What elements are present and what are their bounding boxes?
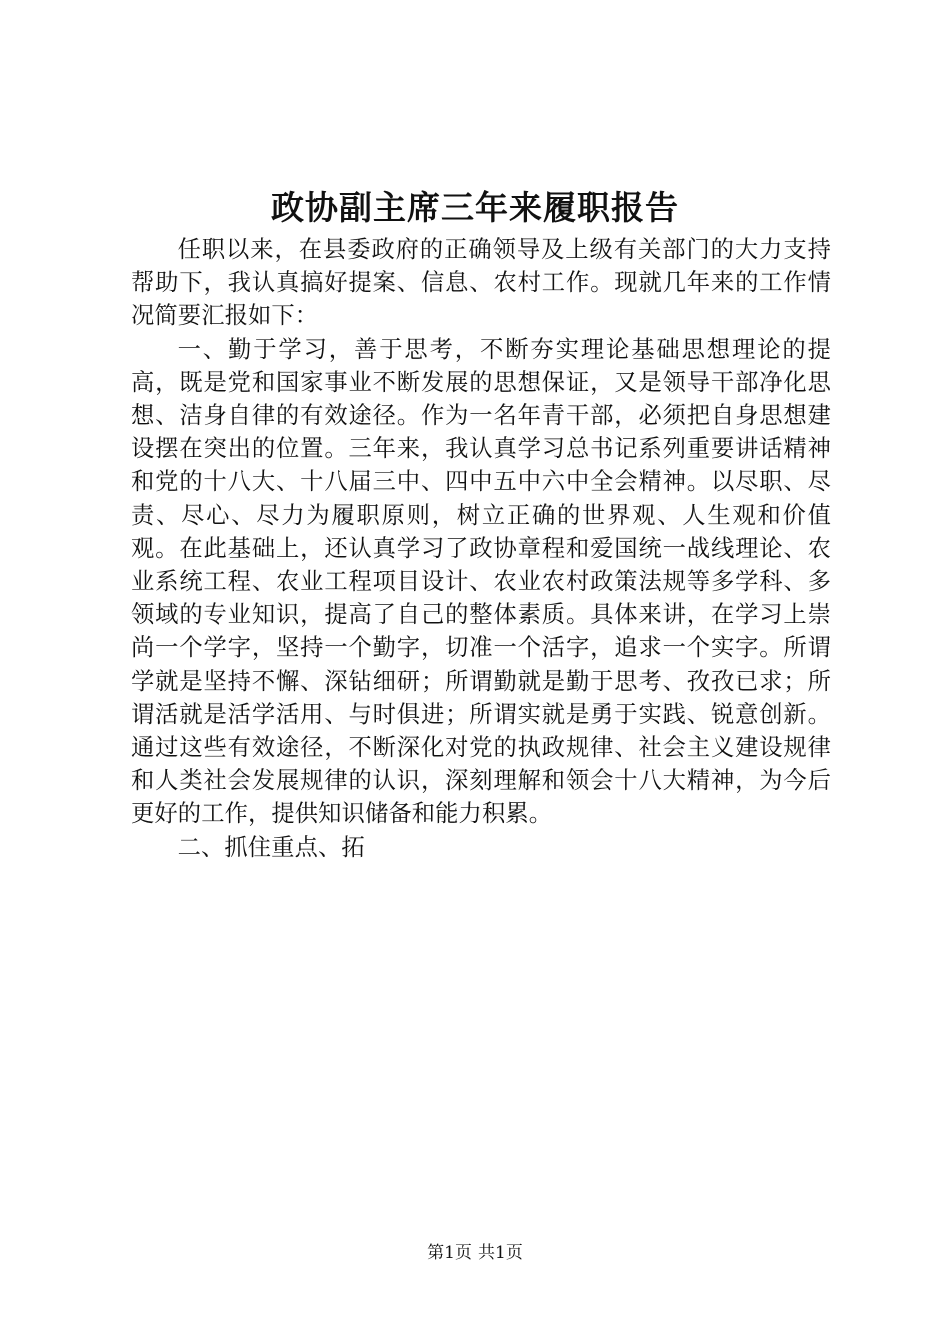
page-number: 第1页 [427, 1243, 472, 1263]
page-total: 共1页 [478, 1243, 523, 1263]
document-body [131, 233, 831, 864]
page-footer [0, 1241, 950, 1265]
paragraph-section-two: 二、抓住重点、拓 [177, 833, 365, 861]
paragraph-section-one: 一、勤于学习，善于思考，不断夯实理论基础思想理论的提高，既是党和国家事业不断发展的思想保证，又是领导干部净化思想、洁身自律的有效途径。作为一名年青干部，必须把自身思想建设摆在突出的位置。三年来，我认真学习总书记系列重要讲话精神和党的十八大、十八届三中、四中五中六中全会精神。以尽职、尽责、尽心、尽力为履职原则，树立正确的世界观、人生观和价值观。在此基础上，还认真学习了政协章程和爱国统一战线理论、农业系统工程、农业工程项目设计、农业农村政策法规等多学科、多领域的专业知识，提高了自己的整体素质。具体来讲，在学习上崇尚一个学字，坚持一个勤字，切准一个活字，追求一个实字。所谓学就是坚持不懈、深钻细研；所谓勤就是勤于思考、孜孜已求；所谓活就是活学活用、与时俱进；所谓实就是勇于实践、锐意创新。通过这些有效途径，不断深化对党的执政规律、社会主义建设规律和人类社会发展规律的认识，深刻理解和领会十八大精神，为今后更好的工作，提供知识储备和能力积累。 [131, 335, 831, 828]
paragraph-intro: 任职以来，在县委政府的正确领导及上级有关部门的大力支持帮助下，我认真搞好提案、信息、农村工作。现就几年来的工作情况简要汇报如下： [131, 236, 831, 330]
document-title: 政协副主席三年来履职报告 [271, 188, 679, 227]
